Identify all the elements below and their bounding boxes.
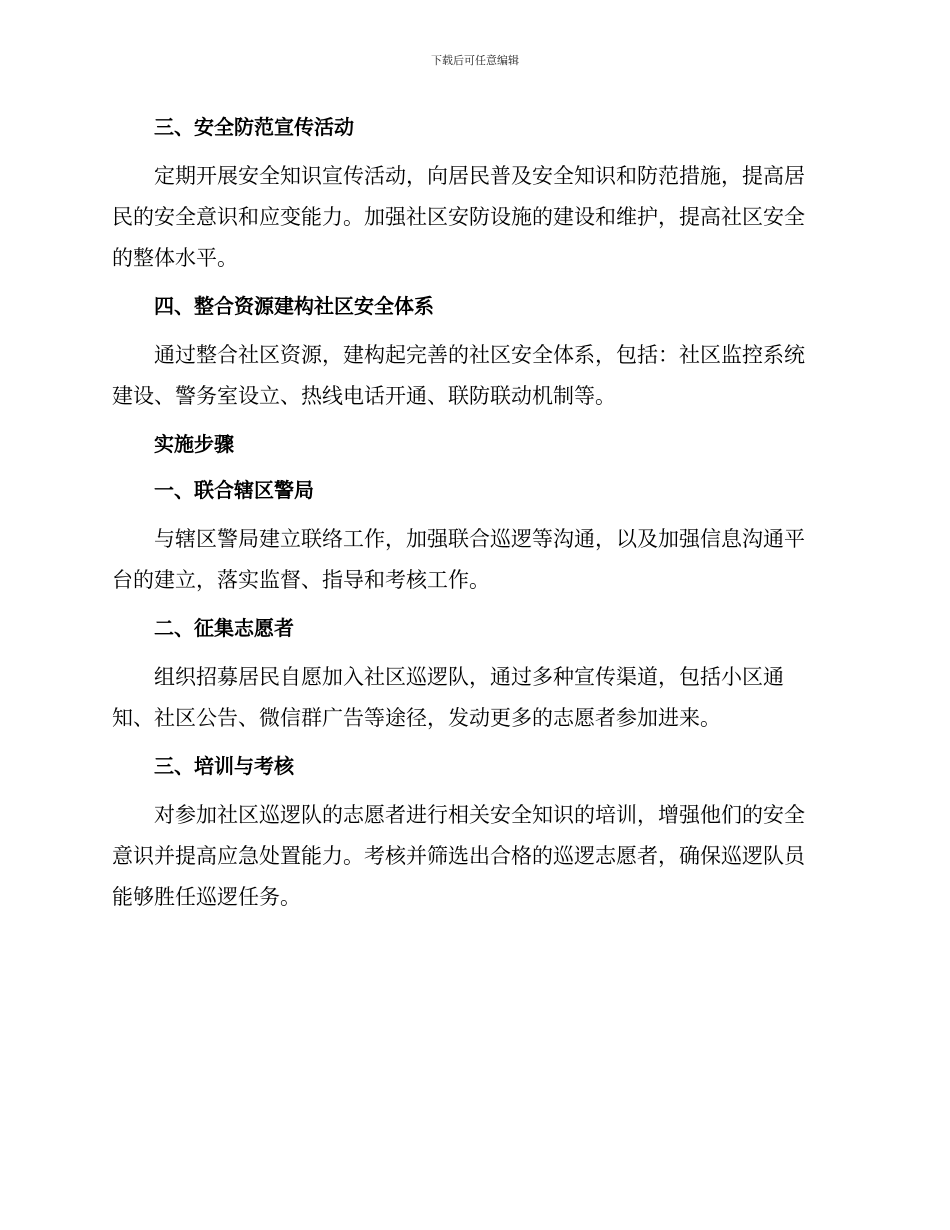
section-heading: 三、培训与考核 (154, 754, 294, 778)
document-body (112, 110, 836, 928)
paragraph-line: 民的安全意识和应变能力。加强社区安防设施的建设和维护，提高社区安全 (112, 205, 805, 229)
paragraph-line: 定期开展安全知识宣传活动，向居民普及安全知识和防范措施，提高居 (154, 164, 805, 188)
section-heading: 一、联合辖区警局 (154, 478, 314, 502)
section-heading: 实施步骤 (154, 432, 234, 456)
paragraph-line: 与辖区警局建立联络工作，加强联合巡逻等沟通，以及加强信息沟通平 (154, 527, 805, 551)
paragraph-line: 知、社区公告、微信群广告等途径，发动更多的志愿者参加进来。 (112, 706, 721, 730)
section-heading: 三、安全防范宣传活动 (154, 115, 354, 139)
paragraph-line: 意识并提高应急处置能力。考核并筛选出合格的巡逻志愿者，确保巡逻队员 (112, 844, 805, 868)
paragraph-line: 对参加社区巡逻队的志愿者进行相关安全知识的培训，增强他们的安全 (154, 803, 805, 827)
paragraph-line: 建设、警务室设立、热线电话开通、联防联动机制等。 (112, 384, 616, 408)
paragraph-line: 组织招募居民自愿加入社区巡逻队，通过多种宣传渠道，包括小区通 (154, 665, 784, 689)
section-paragraph (112, 519, 836, 601)
section-heading: 四、整合资源建构社区安全体系 (154, 294, 434, 318)
paragraph-line: 的整体水平。 (112, 246, 238, 270)
paragraph-line: 台的建立，落实监督、指导和考核工作。 (112, 568, 490, 592)
section-heading: 二、征集志愿者 (154, 616, 294, 640)
paragraph-line: 通过整合社区资源，建构起完善的社区安全体系，包括：社区监控系统 (154, 343, 805, 367)
section-paragraph (112, 657, 836, 739)
section-paragraph (112, 156, 836, 279)
paragraph-line: 能够胜任巡逻任务。 (112, 885, 301, 909)
section-paragraph (112, 335, 836, 417)
section-paragraph (112, 795, 836, 918)
page-header: 下载后可任意编辑 (431, 54, 519, 67)
